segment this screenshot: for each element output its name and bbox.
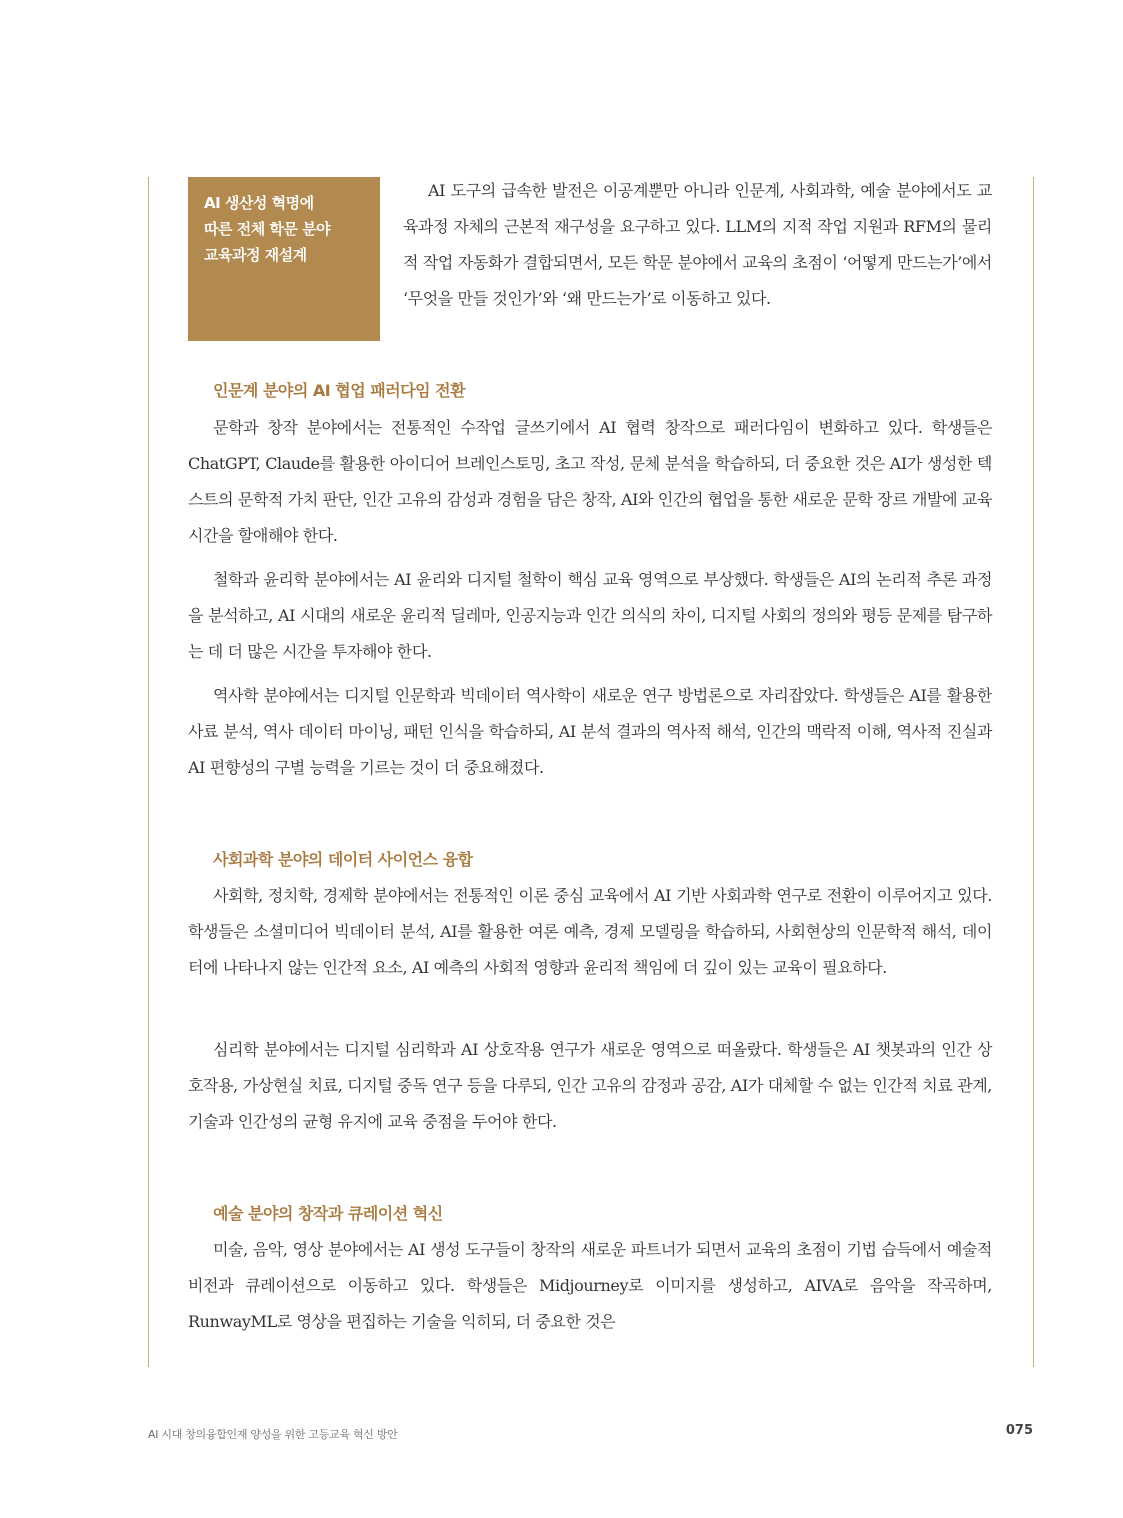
page-number: 075 <box>1005 1423 1033 1438</box>
sidebar-callout-box <box>188 177 380 341</box>
section-heading-humanities: 인문계 분야의 AI 협업 패러다임 전환 <box>213 381 466 400</box>
social-science-paragraph-psychology: 심리학 분야에서는 디지털 심리학과 AI 상호작용 연구가 새로운 영역으로 떠올랐다. 학생들은 AI 챗봇과의 인간 상호작용, 가상현실 치료, 디지털 중독 연구 등을 다루되, 인간 고유의 감정과 공감, AI가 대체할 수 없는 인간적 치료 관계, 기술과 인간성의 균형 유지에 교육 중점을 두어야 한다. <box>188 1040 992 1131</box>
section-heading-arts: 예술 분야의 창작과 큐레이션 혁신 <box>213 1204 443 1223</box>
arts-paragraph: 미술, 음악, 영상 분야에서는 AI 생성 도구들이 창작의 새로운 파트너가 되면서 교육의 초점이 기법 습득에서 예술적 비전과 큐레이션으로 이동하고 있다. 학생들은 Midjourney로 이미지를 생성하고, AIVA로 음악을 작곡하며, RunwayML로 영상을 편집하는 기술을 익히되, 더 중요한 것은 <box>188 1240 992 1331</box>
intro-paragraph: AI 도구의 급속한 발전은 이공계뿐만 아니라 인문계, 사회과학, 예술 분야에서도 교육과정 자체의 근본적 재구성을 요구하고 있다. LLM의 지적 작업 지원과 RFM의 물리적 작업 자동화가 결합되면서, 모든 학문 분야에서 교육의 초점이 ‘어떻게 만드는가’에서 ‘무엇을 만들 것인가’와 ‘왜 만드는가’로 이동하고 있다. <box>403 181 992 308</box>
footer-book-title: AI 시대 창의융합인재 양성을 위한 고등교육 혁신 방안 <box>148 1428 398 1441</box>
sidebar-title-line-2: 따른 전체 학문 분야 <box>204 220 331 238</box>
humanities-paragraph-philosophy: 철학과 윤리학 분야에서는 AI 윤리와 디지털 철학이 핵심 교육 영역으로 부상했다. 학생들은 AI의 논리적 추론 과정을 분석하고, AI 시대의 새로운 윤리적 딜레마, 인공지능과 인간 의식의 차이, 디지털 사회의 정의와 평등 문제를 탐구하는 데 더 많은 시간을 투자해야 한다. <box>188 570 992 661</box>
left-margin-rule <box>148 177 149 1367</box>
section-heading-social-science: 사회과학 분야의 데이터 사이언스 융합 <box>213 850 473 869</box>
social-science-paragraph-sociology: 사회학, 정치학, 경제학 분야에서는 전통적인 이론 중심 교육에서 AI 기반 사회과학 연구로 전환이 이루어지고 있다. 학생들은 소셜미디어 빅데이터 분석, AI를 활용한 여론 예측, 경제 모델링을 학습하되, 사회현상의 인문학적 해석, 데이터에 나타나지 않는 인간적 요소, AI 예측의 사회적 영향과 윤리적 책임에 더 깊이 있는 교육이 필요하다. <box>188 886 992 977</box>
right-margin-rule <box>1033 177 1034 1367</box>
humanities-paragraph-literature: 문학과 창작 분야에서는 전통적인 수작업 글쓰기에서 AI 협력 창작으로 패러다임이 변화하고 있다. 학생들은 ChatGPT, Claude를 활용한 아이디어 브레인스토밍, 초고 작성, 문체 분석을 학습하되, 더 중요한 것은 AI가 생성한 텍스트의 문학적 가치 판단, 인간 고유의 감성과 경험을 담은 창작, AI와 인간의 협업을 통한 새로운 문학 장르 개발에 교육 시간을 할애해야 한다. <box>188 418 992 545</box>
humanities-paragraph-history: 역사학 분야에서는 디지털 인문학과 빅데이터 역사학이 새로운 연구 방법론으로 자리잡았다. 학생들은 AI를 활용한 사료 분석, 역사 데이터 마이닝, 패턴 인식을 학습하되, AI 분석 결과의 역사적 해석, 인간의 맥락적 이해, 역사적 진실과 AI 편향성의 구별 능력을 기르는 것이 더 중요해졌다. <box>188 686 992 777</box>
sidebar-title-line-1: AI 생산성 혁명에 <box>204 194 314 212</box>
sidebar-title-line-3: 교육과정 재설계 <box>204 246 307 264</box>
